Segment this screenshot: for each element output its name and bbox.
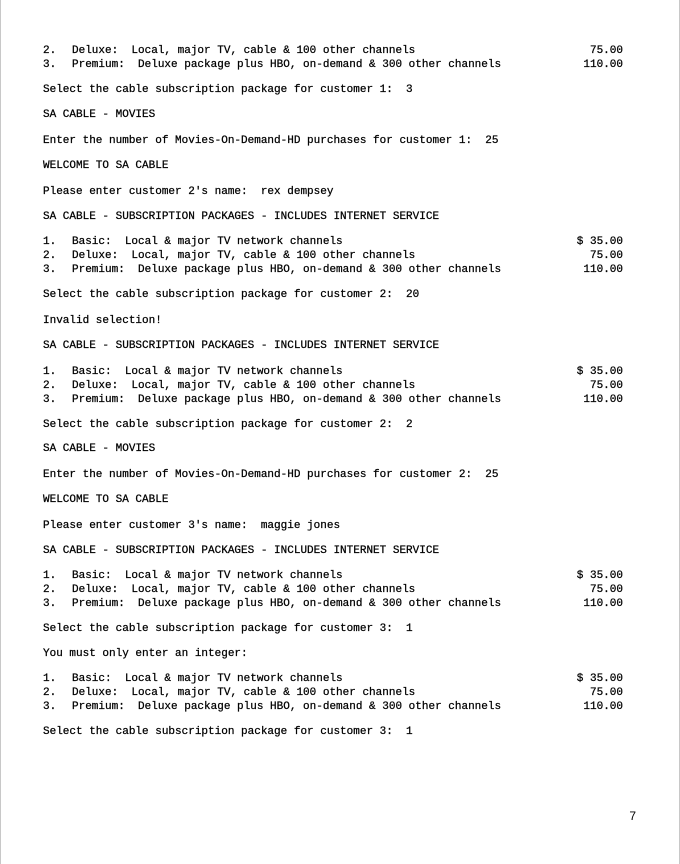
package-row: 3. Premium: Deluxe package plus HBO, on-demand & 300 other channels 110.00 <box>43 263 623 276</box>
console-output <box>43 45 623 740</box>
prompt-line: Select the cable subscription package for customer 1: 3 <box>43 83 413 96</box>
package-row: 2. Deluxe: Local, major TV, cable & 100 other channels 75.00 <box>43 584 623 597</box>
section-header: SA CABLE - MOVIES <box>43 109 156 122</box>
prompt-line: Select the cable subscription package for customer 3: 1 <box>43 725 413 738</box>
prompt-line: Select the cable subscription package for customer 3: 1 <box>43 622 413 635</box>
package-desc: Deluxe package plus HBO, on-demand & 300 other channels <box>138 58 502 71</box>
package-row: 3. Premium: Deluxe package plus HBO, on-demand & 300 other channels 110.00 <box>43 700 623 713</box>
error-line: You must only enter an integer: <box>43 647 248 660</box>
prompt-line: Please enter customer 3's name: maggie jones <box>43 519 341 532</box>
package-row: 2. Deluxe: Local, major TV, cable & 100 other channels 75.00 <box>43 687 623 700</box>
section-header: SA CABLE - SUBSCRIPTION PACKAGES - INCLUDES INTERNET SERVICE <box>43 210 440 223</box>
package-row: 2. Deluxe: Local, major TV, cable & 100 other channels 75.00 <box>43 250 623 263</box>
page-number: 7 <box>629 809 636 823</box>
prompt-line: Please enter customer 2's name: rex dempsey <box>43 185 334 198</box>
prompt-line: Enter the number of Movies-On-Demand-HD purchases for customer 1: 25 <box>43 135 499 148</box>
error-line: Invalid selection! <box>43 314 162 327</box>
package-row: 3. Premium: Deluxe package plus HBO, on-demand & 300 other channels 110.00 <box>43 58 623 71</box>
package-desc: Local, major TV, cable & 100 other channels <box>131 45 416 57</box>
section-header: SA CABLE - SUBSCRIPTION PACKAGES - INCLUDES INTERNET SERVICE <box>43 340 440 353</box>
section-header: WELCOME TO SA CABLE <box>43 159 169 172</box>
package-row: 1. Basic: Local & major TV network channels $ 35.00 <box>43 673 623 686</box>
section-header: WELCOME TO SA CABLE <box>43 493 169 506</box>
package-row: 1. Basic: Local & major TV network channels $ 35.00 <box>43 570 623 583</box>
package-row: 3. Premium: Deluxe package plus HBO, on-demand & 300 other channels 110.00 <box>43 597 623 610</box>
section-header: SA CABLE - MOVIES <box>43 443 156 456</box>
package-row: 3. Premium: Deluxe package plus HBO, on-demand & 300 other channels 110.00 <box>43 393 623 406</box>
section-header: SA CABLE - SUBSCRIPTION PACKAGES - INCLUDES INTERNET SERVICE <box>43 544 440 557</box>
prompt-line: Enter the number of Movies-On-Demand-HD purchases for customer 2: 25 <box>43 469 499 482</box>
package-price: 75.00 <box>589 45 623 57</box>
package-row: 1. Basic: Local & major TV network channels $ 35.00 <box>43 236 623 249</box>
prompt-line: Select the cable subscription package for customer 2: 2 <box>43 418 413 431</box>
package-row: 1. Basic: Local & major TV network channels $ 35.00 <box>43 366 623 379</box>
prompt-line: Select the cable subscription package for customer 2: 20 <box>43 288 420 301</box>
package-row: 2. Deluxe: Local, major TV, cable & 100 other channels 75.00 <box>43 45 623 57</box>
package-price: 110.00 <box>583 58 623 71</box>
package-row: 2. Deluxe: Local, major TV, cable & 100 other channels 75.00 <box>43 379 623 392</box>
